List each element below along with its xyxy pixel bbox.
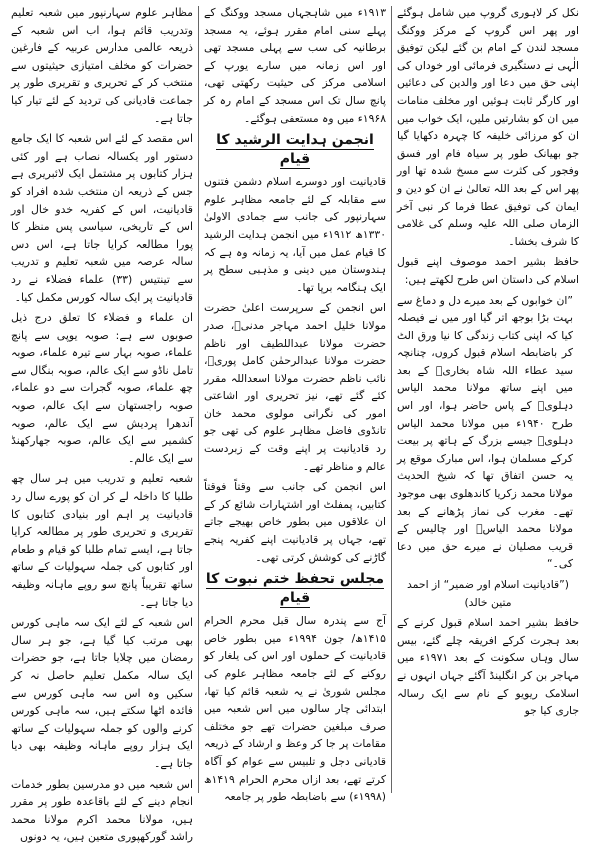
column-left-paragraph: شعبہ تعلیم و تدریب میں ہر سال چھ طلبا کا داخلہ لے کر ان کو پورے سال رد قادیانیت پر اہم اور بنیادی کتابوں کا تقریری و تحریری طور پر مطالعہ کرایا جاتا ہے، ایسے تمام طلبا کو قیام و طعام اور کتابوں کی جملہ سہولیات کے ساتھ ساتھ تقریباً پانچ سو روپے ماہانہ وظیفہ دیا جاتا ہے۔ (11, 472, 193, 609)
column-middle-paragraph: قادیانیت اور دوسرے اسلام دشمن فتنوں سے مقابلہ کے لئے جامعہ مظاہر علوم سہارنپور کی جانب سے جمادی الاولیٰ ۱۳۳۰ھ ۱۹۱۲ء میں انجمن ہدایت الرشید کا قیام عمل میں آیا، یہ زمانہ وہ ہے کہ ہندوستان میں دینی و مذہبی سطح پر ایک ہنگامہ برپا تھا۔ (204, 175, 386, 294)
column-left-paragraph: اس شعبہ کے لئے ایک سہ ماہی کورس بھی مرتب کیا گیا ہے، جو ہر سال رمضان میں چلایا جاتا ہے، جو حضرات ایک سالہ مکمل تعلیم حاصل نہ کر سکیں وہ اس سہ ماہی کورس سے فائدہ اٹھا سکتے ہیں، سہ ماہی کورس کرنے والوں کو جملہ سہولیات کے ساتھ ایک ہزار روپے ماہانہ وظیفہ بھی دیا جاتا ہے۔ (11, 616, 193, 770)
section-heading-text: مجلس تحفظ ختم نبوت کا قیام (205, 571, 385, 607)
section-heading-text: انجمن ہدایت الرشید کا قیام (216, 132, 374, 168)
column-left-paragraph: اس شعبہ میں دو مدرسین بطور خدمات انجام دینے کے لئے باقاعدہ طور پر مقرر ہیں، مولانا محمد اکرم مولانا محمد راشد گورکھپوری متعین ہیں، یہ دونوں (11, 777, 193, 844)
column-left-paragraph: اس مقصد کے لئے اس شعبہ کا ایک جامع دستور اور یکسالہ نصاب ہے اور کئی ہزار کتابوں پر مشتمل ایک لائبریری ہے جس کے ذریعہ ان منتخب شدہ افراد کو قادیانیت، اس کے کفریہ خدو خال اور اس کے تاریخی، سیاسی پس منظر کا پورا مطالعہ کرایا جاتا ہے، اس دس سالہ عرصہ میں شعبہ تعلیم و تدریب سے تینتیس (۳۳) علماء فضلاء نے رد قادیانیت پر ایک سالہ کورس مکمل کیا۔ (11, 132, 193, 304)
column-right-paragraph: نکل کر لاہوری گروپ میں شامل ہوگئے اور پھر اس گروپ کے مرکز ووکنگ مسجد لندن کے امام بن گئے لیکن توفیق الٰہی نے دستگیری فرمائی اور خوداں کی اپنی حق میں دعا اور والدین کی دعائیں اور کارگر ثابت ہوئیں اور مخلف منامات میں ان کو بشارتیں ملیں، ایک خواب میں ان کو مرزائی خلیفہ کا چہرہ دکھایا گیا جو بھیانک طور پر سیاہ فام اور فسق وفجور کی کثرت سے مسخ شدہ تھا اور پھر اس کے بعد اللہ تعالیٰ نے ان کو دین و ایمان کی توفیق عطا فرما کر نبی آخر الزماں صلی اللہ علیہ وسلم کی غلامی کا شرف بخشا۔ (397, 6, 579, 248)
section-heading (204, 570, 386, 608)
column-divider (391, 6, 392, 793)
column-right-paragraph: حافظ بشیر احمد اسلام قبول کرنے کے بعد ہجرت کرکے افریقہ چلے گئے، بیس سال وہاں سکونت کے بعد ۱۹۷۱ء میں مہاجر بن کر انگلینڈ آگئے جہاں انہوں نے اسلامک ریویو کے نام سے ایک رسالہ جاری کیا جو (397, 616, 579, 718)
column-right (392, 4, 584, 799)
column-middle-paragraph: آج سے پندرہ سال قبل محرم الحرام ۱۴۱۵ھ/ جون ۱۹۹۴ء میں بطور خاص قادیانیت کے حملوں اور اس کی یلغار کو روکنے کے لئے جامعہ مظاہر علوم کی مجلس شوریٰ نے یہ شعبہ قائم کیا تھا، ابتدائی چار سالوں میں اس شعبہ میں صرف مبلغین حضرات تھے جو مختلف مقامات پر جا کر وعظ و ارشاد کے ذریعہ قادیانی دجل و تلبیس سے عوام کو آگاہ کرتے تھے، بعد ازاں محرم الحرام ۱۴۱۹ھ (۱۹۹۸ء) سے باضابطہ طور پر جامعہ (204, 614, 386, 804)
column-divider (198, 6, 199, 793)
column-middle-paragraph: اس انجمن کے سرپرست اعلیٰ حضرت مولانا خلیل احمد مہاجر مدنیؒ، صدر حضرت مولانا عبداللطیف اور ناظم حضرت مولانا عبدالرحمٰن کامل پوریؒ، نائب ناظم حضرت مولانا اسعداللہ مقرر کئے گئے تھے، نیز تحریری اور اشاعتی امور کی نگرانی مولوی محمد خان تانڈوی فاضل مظاہر علوم کی تھی جو رد قادیانیت پر اپنے وقت کے زبردست عالم و مناظر تھے۔ (204, 301, 386, 473)
quote-citation: (”قادیانیت اسلام اور ضمیر“ از احمد متین خالد) (406, 578, 569, 609)
column-middle-paragraph: ۱۹۱۳ء میں شاہجہاں مسجد ووکنگ کے پہلے سنی امام مقرر ہوئے، یہ مسجد برطانیہ کی سب سے پہلی مسجد تھی اور اس زمانہ میں سارے یورپ کے اسلامی مرکز کی حیثیت رکھتی تھی، پانچ سال تک اس مسجد کے امام رہ کر ۱۹۶۸ء میں وہ مستعفی ہوگئے۔ (204, 6, 386, 125)
quote-block: ”ان خوابوں کے بعد میرے دل و دماغ سے بہت بڑا بوجھ اتر گیا اور میں نے فیصلہ کیا کہ اپنی کتاب زندگی کا نیا ورق الٹ کر باضابطہ اسلام قبول کروں، چنانچہ سید عطاء اللہ شاہ بخاریؒ کے بعد میں اپنے ساتھ مولانا محمد الیاس دہلویؒ کے پاس حاضر ہوا، اور اس طرح ۱۹۴۰ء میں مولانا محمد الیاس دہلویؒ جیسے بزرگ کے ہاتھ پر بیعت کرکے مسلمان ہوا، اس مبارک موقع پر یہ حسن اتفاق تھا کہ شیخ الحدیث مولانا محمد زکریا کاندھلوی بھی موجود تھے۔ مغرب کی نماز پڑھانے کے بعد مولانا محمد الیاسؒ اور چالیس کے قریب مصلیان نے میرے حق میں دعا کی۔“ (397, 293, 574, 571)
column-left-paragraph: مظاہر علوم سہارنپور میں شعبہ تعلیم وتدریب قائم ہوا، اب اس شعبہ کے ذریعہ عالمی مدارس عربیہ کے فارغین حضرات کو مخلف امتیازی حیثیتوں سے منتخب کر کے تحریری و تقریری طور پر جماعت قادیانی کی تردید کے لئے تیار کیا جاتا ہے۔ (11, 6, 193, 125)
column-middle (199, 4, 391, 804)
section-heading (204, 131, 386, 169)
column-left (6, 4, 198, 844)
column-left-paragraph: ان علماء و فضلاء کا تعلق درج ذیل صوبوں سے ہے: صوبہ یوپی سے پانچ علماء، صوبہ بہار سے تیرہ علماء، صوبہ تامل ناڈو سے ایک عالم، صوبہ بنگال سے چھ علماء، صوبہ گجرات سے دو علماء، صوبہ راجستھان سے ایک عالم، صوبہ آندھرا پردیش سے ایک عالم، صوبہ کشمیر سے ایک عالم، صوبہ جھارکھنڈ سے ایک عالم۔ (11, 311, 193, 465)
column-right-paragraph: حافظ بشیر احمد موصوف اپنے قبول اسلام کی داستان اس طرح لکھتے ہیں: (397, 255, 579, 286)
column-middle-paragraph: اس انجمن کی جانب سے وقتاً فوقتاً کتابیں، پمفلٹ اور اشتہارات شائع کر کے ان علاقوں میں بطور خاص بھیجے جاتے تھے، جہاں پر قادیانیت اپنے کفریہ پنجے گاڑنے کی کوشش کرتی تھی۔ (204, 480, 386, 564)
